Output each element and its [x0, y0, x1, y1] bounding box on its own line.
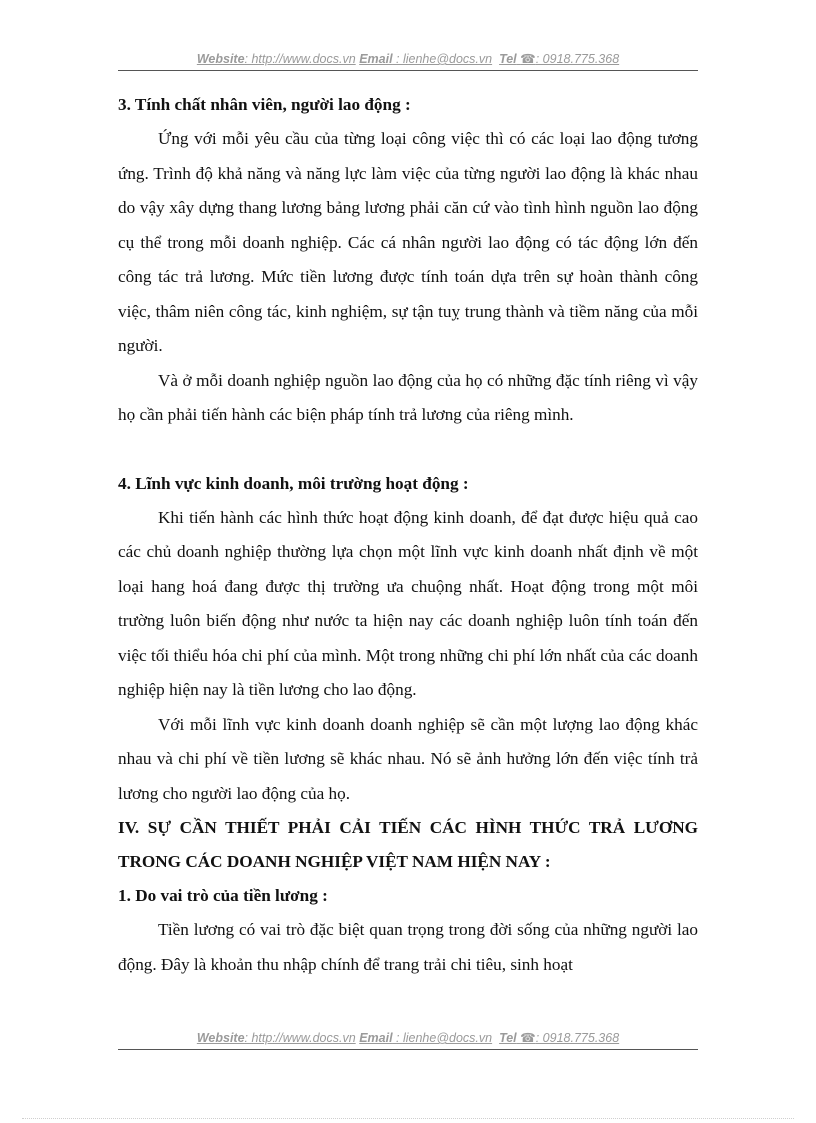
footer-rule — [118, 1049, 698, 1050]
section-3-heading: 3. Tính chất nhân viên, người lao động : — [118, 95, 411, 114]
header-rule — [118, 70, 698, 71]
page-footer — [118, 1030, 698, 1046]
tel-info: Tel ☎: 0918.775.368 — [499, 52, 620, 66]
page-header — [118, 51, 698, 67]
email-link[interactable]: Email : lienhe@docs.vn — [359, 52, 493, 66]
page-bottom-border — [22, 1118, 794, 1119]
section-4-heading: 4. Lĩnh vực kinh doanh, môi trường hoạt động : — [118, 473, 469, 493]
section-4-paragraph-1: Khi tiến hành các hình thức hoạt động kinh doanh, để đạt được hiệu quả cao các chủ doanh nghiệp thường lựa chọn một lĩnh vực kinh doanh nhất định về một loại hang hoá đang được thị trường ưa chuộng nhất. Hoạt động trong một môi trường luôn biến động như nước ta hiện nay các doanh nghiệp luôn tính toán đến việc tối thiểu hóa chi phí của mình. Một trong những chi phí lớn nhất của các doanh nghiệp hiện nay là tiền lương cho lao động. — [118, 507, 698, 699]
footer-tel-info: Tel ☎: 0918.775.368 — [499, 1031, 620, 1045]
phone-icon: ☎ — [520, 52, 536, 66]
footer-website-link[interactable]: Website: http://www.docs.vn — [196, 1031, 356, 1045]
chapter-iv-heading: IV. SỰ CẦN THIẾT PHẢI CẢI TIẾN CÁC HÌNH THỨC TRẢ LƯƠNG TRONG CÁC DOANH NGHIỆP VIỆT NAM HIỆN NAY : — [118, 818, 698, 871]
website-link[interactable]: Website: http://www.docs.vn — [196, 52, 356, 66]
phone-icon: ☎ — [520, 1031, 536, 1045]
section-3-paragraph-1: Ứng với mỗi yêu cầu của từng loại công việc thì có các loại lao động tương ứng. Trình độ khả năng và năng lực làm việc của từng người lao động là khác nhau do vậy xây dựng thang lương bảng lương phải căn cứ vào tình hình nguồn lao động cụ thể trong mỗi doanh nghiệp. Các cá nhân người lao động có tác động lớn đến công tác trả lương. Mức tiền lương được tính toán dựa trên sự hoàn thành công việc, thâm niên công tác, kinh nghiệm, sự tận tuỵ trung thành và tiềm năng của mỗi người. — [118, 129, 698, 355]
section-3-paragraph-2: Và ở mỗi doanh nghiệp nguồn lao động của họ có những đặc tính riêng vì vậy họ cần phải tiến hành các biện pháp tính trả lương của riêng mình. — [118, 370, 698, 424]
section-4-paragraph-2: Với mỗi lĩnh vực kinh doanh doanh nghiệp sẽ cần một lượng lao động khác nhau và chi phí về tiền lương sẽ khác nhau. Nó sẽ ảnh hưởng lớn đến việc tính trả lương cho người lao động của họ. — [118, 714, 698, 803]
footer-email-link[interactable]: Email : lienhe@docs.vn — [359, 1031, 493, 1045]
section-iv-1-paragraph-1: Tiền lương có vai trò đặc biệt quan trọng trong đời sống của những người lao động. Đây là khoản thu nhập chính để trang trải chi tiêu, sinh hoạt — [118, 920, 698, 974]
section-iv-1-heading: 1. Do vai trò của tiền lương : — [118, 886, 328, 905]
page-body — [118, 88, 698, 982]
